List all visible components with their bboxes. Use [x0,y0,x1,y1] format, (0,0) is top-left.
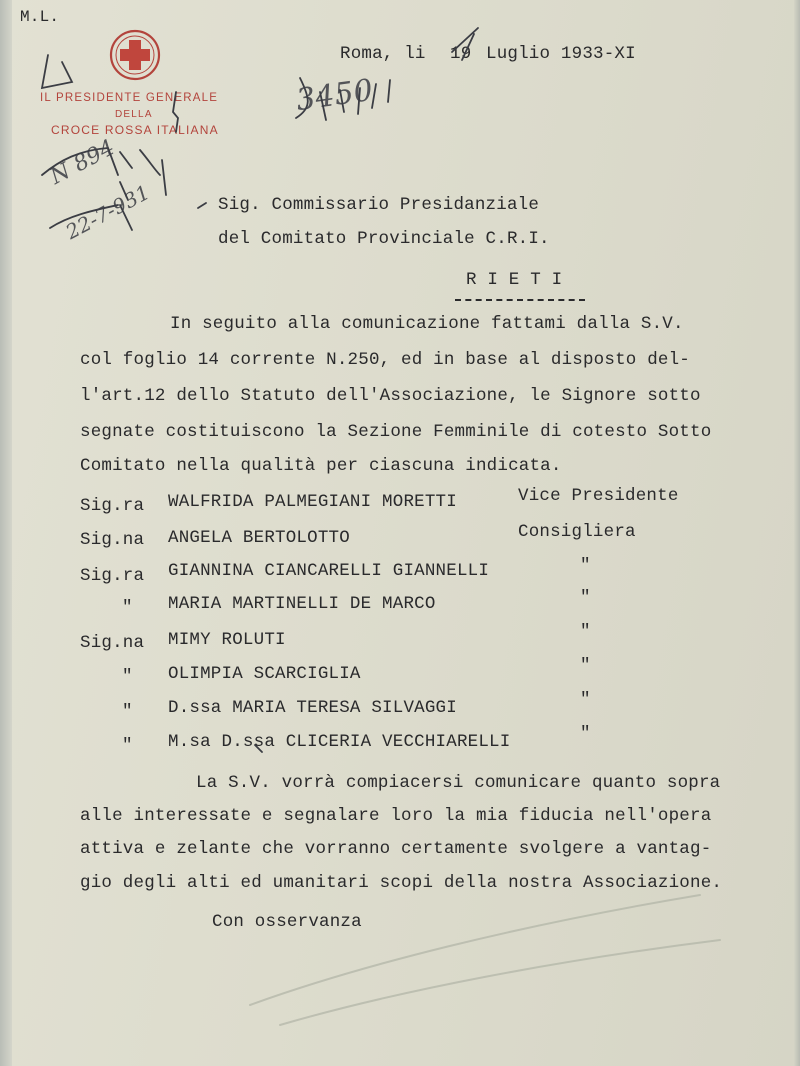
member-role: " [580,690,591,710]
paper-edge-left [0,0,12,1066]
member-title: Sig.ra [80,496,145,516]
member-title: Sig.na [80,530,145,550]
body-line: segnate costituiscono la Sezione Femminile di cotesto Sotto [80,422,712,442]
member-name: WALFRIDA PALMEGIANI MORETTI [168,492,457,512]
closing-line: alle interessate e segnalare loro la mia fiducia nell'opera [80,806,712,826]
closing-line: attiva e zelante che vorranno certamente svolgere a vantag- [80,839,712,859]
note-number: N 894 [46,135,120,190]
recipient-city: R I E T I [466,270,563,290]
date-day: 19 [450,44,472,64]
paper-edge-right [794,0,800,1066]
member-name: MIMY ROLUTI [168,630,286,650]
member-name: ANGELA BERTOLOTTO [168,528,350,548]
member-role: Consigliera [518,522,636,542]
member-name: M.sa D.ssa CLICERIA VECCHIARELLI [168,732,511,752]
letterhead-org: CROCE ROSSA ITALIANA [51,123,219,137]
red-cross-logo [109,29,161,81]
member-title: " [122,702,133,722]
member-title: " [122,598,133,618]
recipient-line2: del Comitato Provinciale C.R.I. [218,229,550,249]
body-line: Comitato nella qualità per ciascuna indicata. [80,456,562,476]
body-line: l'art.12 dello Statuto dell'Associazione, le Signore sotto [80,386,701,406]
letterhead-della: DELLA [115,109,153,120]
member-role: " [580,724,591,744]
member-role: " [580,556,591,576]
closing-line: gio degli alti ed umanitari scopi della nostra Associazione. [80,873,723,893]
member-title: " [122,736,133,756]
member-name: MARIA MARTINELLI DE MARCO [168,594,436,614]
member-name: GIANNINA CIANCARELLI GIANNELLI [168,561,490,581]
recipient-line1: Sig. Commissario Presidanziale [218,195,540,215]
city-underline [455,299,585,301]
member-role: " [580,622,591,642]
member-title: Sig.na [80,633,145,653]
initials: M.L. [20,8,60,26]
body-line: In seguito alla comunicazione fattami dalla S.V. [170,314,684,334]
letterhead-title: IL PRESIDENTE GENERALE [40,92,219,104]
member-name: D.ssa MARIA TERESA SILVAGGI [168,698,457,718]
protocol-number: 3450 [293,72,376,119]
member-role: " [580,588,591,608]
date-month-year: Luglio 1933-XI [486,44,636,64]
member-name: OLIMPIA SCARCIGLIA [168,664,361,684]
date-place: Roma, li [340,44,426,64]
member-title: Sig.ra [80,566,145,586]
note-date: 22-7-931 [61,179,154,245]
member-title: " [122,667,133,687]
salutation: Con osservanza [212,912,362,932]
member-role: " [580,656,591,676]
member-role: Vice Presidente [518,486,679,506]
closing-line: La S.V. vorrà compiacersi comunicare quanto sopra [196,773,721,793]
body-line: col foglio 14 corrente N.250, ed in base al disposto del- [80,350,690,370]
